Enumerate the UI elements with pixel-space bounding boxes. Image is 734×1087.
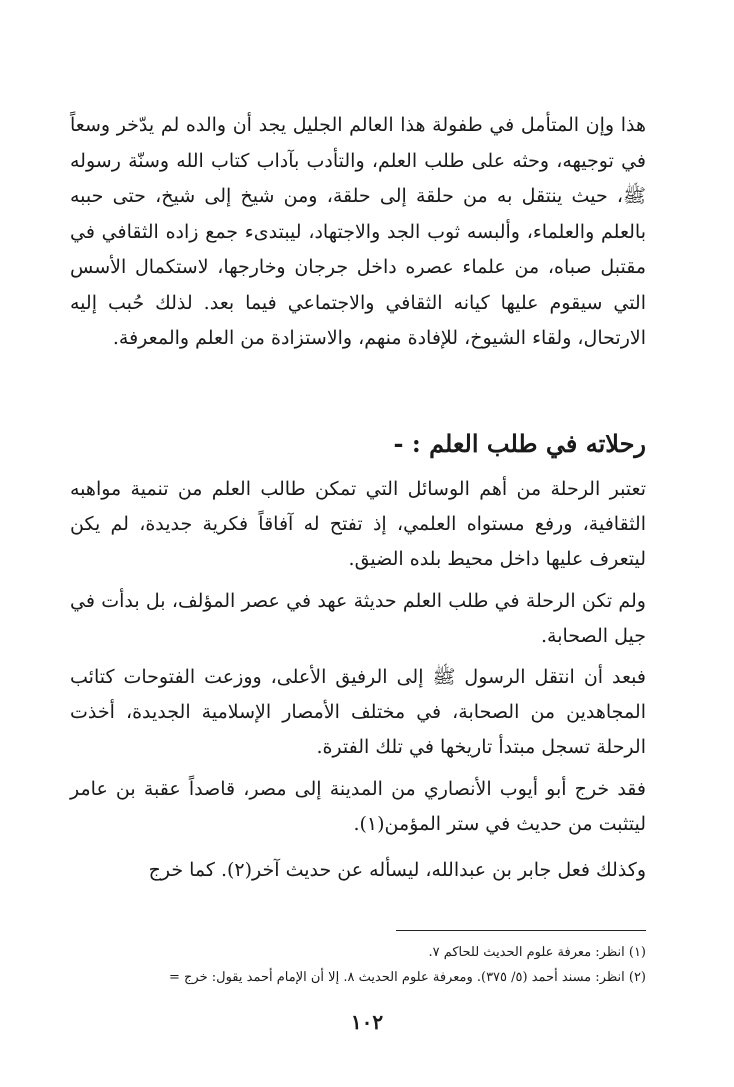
footnote-divider — [396, 930, 646, 931]
body-paragraph-1: تعتبر الرحلة من أهم الوسائل التي تمكن طالب العلم من تنمية مواهبه الثقافية، ورفع مستواه العلمي، إذ تفتح له آفاقاً فكرية جديدة، لم يكن ليتعرف عليها داخل محيط بلده الضيق. — [70, 478, 646, 570]
body-paragraph-3: فبعد أن انتقل الرسول ﷺ إلى الرفيق الأعلى، ووزعت الفتوحات كتائب المجاهدين من الصحابة، في مختلف الأمصار الإسلامية الجديدة، أخذت الرحلة تسجل مبتدأ تاريخها في تلك الفترة. — [70, 666, 646, 758]
footnote-2: (٢) انظر: مسند أحمد (٥/ ٣٧٥). ومعرفة علوم الحديث ٨. إلا أن الإمام أحمد يقول: خرج = — [169, 970, 646, 985]
section-heading: رحلاته في طلب العلم : - — [393, 429, 646, 458]
page-number: ١٠٢ — [350, 1010, 384, 1034]
footnotes — [70, 940, 646, 990]
body-paragraph-5: وكذلك فعل جابر بن عبدالله، ليسأله عن حديث آخر(٢). كما خرج — [148, 859, 646, 881]
body-paragraph-4: فقد خرج أبو أيوب الأنصاري من المدينة إلى مصر، قاصداً عقبة بن عامر ليتثبت من حديث في ستر المؤمن(١). — [70, 778, 646, 835]
body-paragraph-2: ولم تكن الرحلة في طلب العلم حديثة عهد في عصر المؤلف، بل بدأت في جيل الصحابة. — [70, 590, 646, 647]
footnote-1: (١) انظر: معرفة علوم الحديث للحاكم ٧. — [428, 945, 646, 960]
intro-paragraph: هذا وإن المتأمل في طفولة هذا العالم الجليل يجد أن والده لم يدّخر وسعاً في توجيهه، وحثه على طلب العلم، والتأدب بآداب كتاب الله وسنّة رسوله ﷺ، حيث ينتقل به من حلقة إلى حلقة، ومن شيخ إلى شيخ، حتى حببه بالعلم والعلماء، وألبسه ثوب الجد والاجتهاد، ليبتدىء جمع زاده الثقافي في مقتبل صباه، من علماء عصره داخل جرجان وخارجها، لاستكمال الأسس التي سيقوم عليها كيانه الثقافي والاجتماعي فيما بعد. لذلك حُبب إليه الارتحال، ولقاء الشيوخ، للإفادة منهم، والاستزادة من العلم والمعرفة. — [70, 114, 646, 349]
